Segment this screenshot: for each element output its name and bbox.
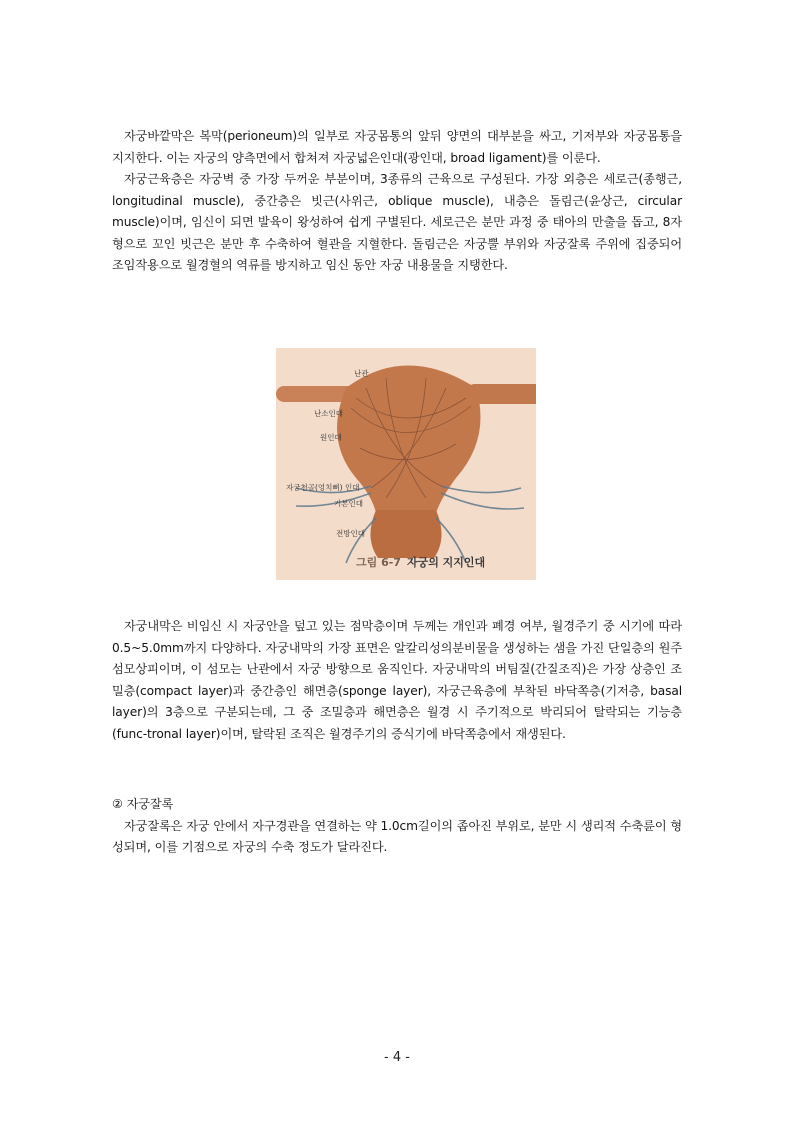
figure-caption-text: 자궁의 지지인대 <box>406 556 486 569</box>
uterus-illustration <box>276 348 536 580</box>
label-cardinal-ligament: 기본인대 <box>334 499 363 508</box>
uterus-ligament-figure <box>276 348 536 580</box>
paragraph-uterine-layers <box>112 126 682 277</box>
paragraph-endometrium <box>112 616 682 745</box>
paragraph-endometrium-body: 자궁내막은 비임신 시 자궁안을 덮고 있는 점막층이며 두께는 개인과 폐경 여부, 월경주기 중 시기에 따라 0.5~5.0mm까지 다양하다. 자궁내막의 가장 표면은 알칼리성의분비물을 생성하는 샘을 가진 단일층의 원주섬모상피이며, 이 섬모는 난관에서 자궁 방향으로 움직인다. 자궁내막의 버팀질(간질조직)은 가장 상층인 조밀층(compact layer)과 중간층인 해면층(sponge layer), 자궁근육층에 부착된 바닥쪽층(기저층, basal layer)의 3층으로 구분되는데, 그 중 조밀층과 해면층은 월경 시 주기적으로 박리되어 탈락되는 기능층(func-tronal layer)이며, 탈락된 조직은 월경주기의 증식기에 바닥쪽층에서 재생된다. <box>112 619 682 741</box>
paragraph-isthmus-body: 자궁잘록은 자궁 안에서 자구경관을 연결하는 약 1.0cm길이의 좁아진 부위로, 분만 시 생리적 수축륜이 형성되며, 이를 기점으로 자궁의 수축 정도가 달라진다. <box>112 818 682 854</box>
label-round-ligament: 원인대 <box>320 433 342 442</box>
cervix <box>370 510 441 558</box>
label-ovarian-ligament: 난소인대 <box>314 409 343 418</box>
section-heading-isthmus: ② 자궁잘록 <box>112 797 174 811</box>
label-oviduct: 난관 <box>354 369 369 378</box>
section-isthmus <box>112 794 682 859</box>
label-anterior-ligament: 전방인대 <box>336 529 365 538</box>
figure-caption-number: 그림 6-7 <box>356 556 401 569</box>
page-number: - 4 - <box>384 1050 410 1065</box>
paragraph-myometrium: 자궁근육층은 자궁벽 중 가장 두꺼운 부분이며, 3종류의 근육으로 구성된다. 가장 외층은 세로근(종행근, longitudinal muscle), 중간층은 빗근(사위근, oblique muscle), 내층은 돌림근(윤상근, circular muscle)이며, 임신이 되면 발육이 왕성하여 쉽게 구별된다. 세로근은 분만 과정 중 태아의 만출을 돕고, 8자형으로 꼬인 빗근은 분만 후 수축하여 혈관을 지혈한다. 돌림근은 자궁뿔 부위와 자궁잘록 주위에 집중되어 조임작용으로 월경혈의 역류를 방지하고 임신 동안 자궁 내용물을 지탱한다. <box>112 172 682 272</box>
paragraph-perimetrium: 자궁바깥막은 복막(perioneum)의 일부로 자궁몸통의 앞뒤 양면의 대부분을 싸고, 기저부와 자궁몸통을 지지한다. 이는 자궁의 양측면에서 합쳐져 자궁넓은인대(광인대, broad ligament)를 이룬다. <box>112 129 682 165</box>
label-uterosacral-ligament: 자궁천골(엉치뼈) 인대 <box>286 483 360 492</box>
figure-caption <box>356 554 485 570</box>
